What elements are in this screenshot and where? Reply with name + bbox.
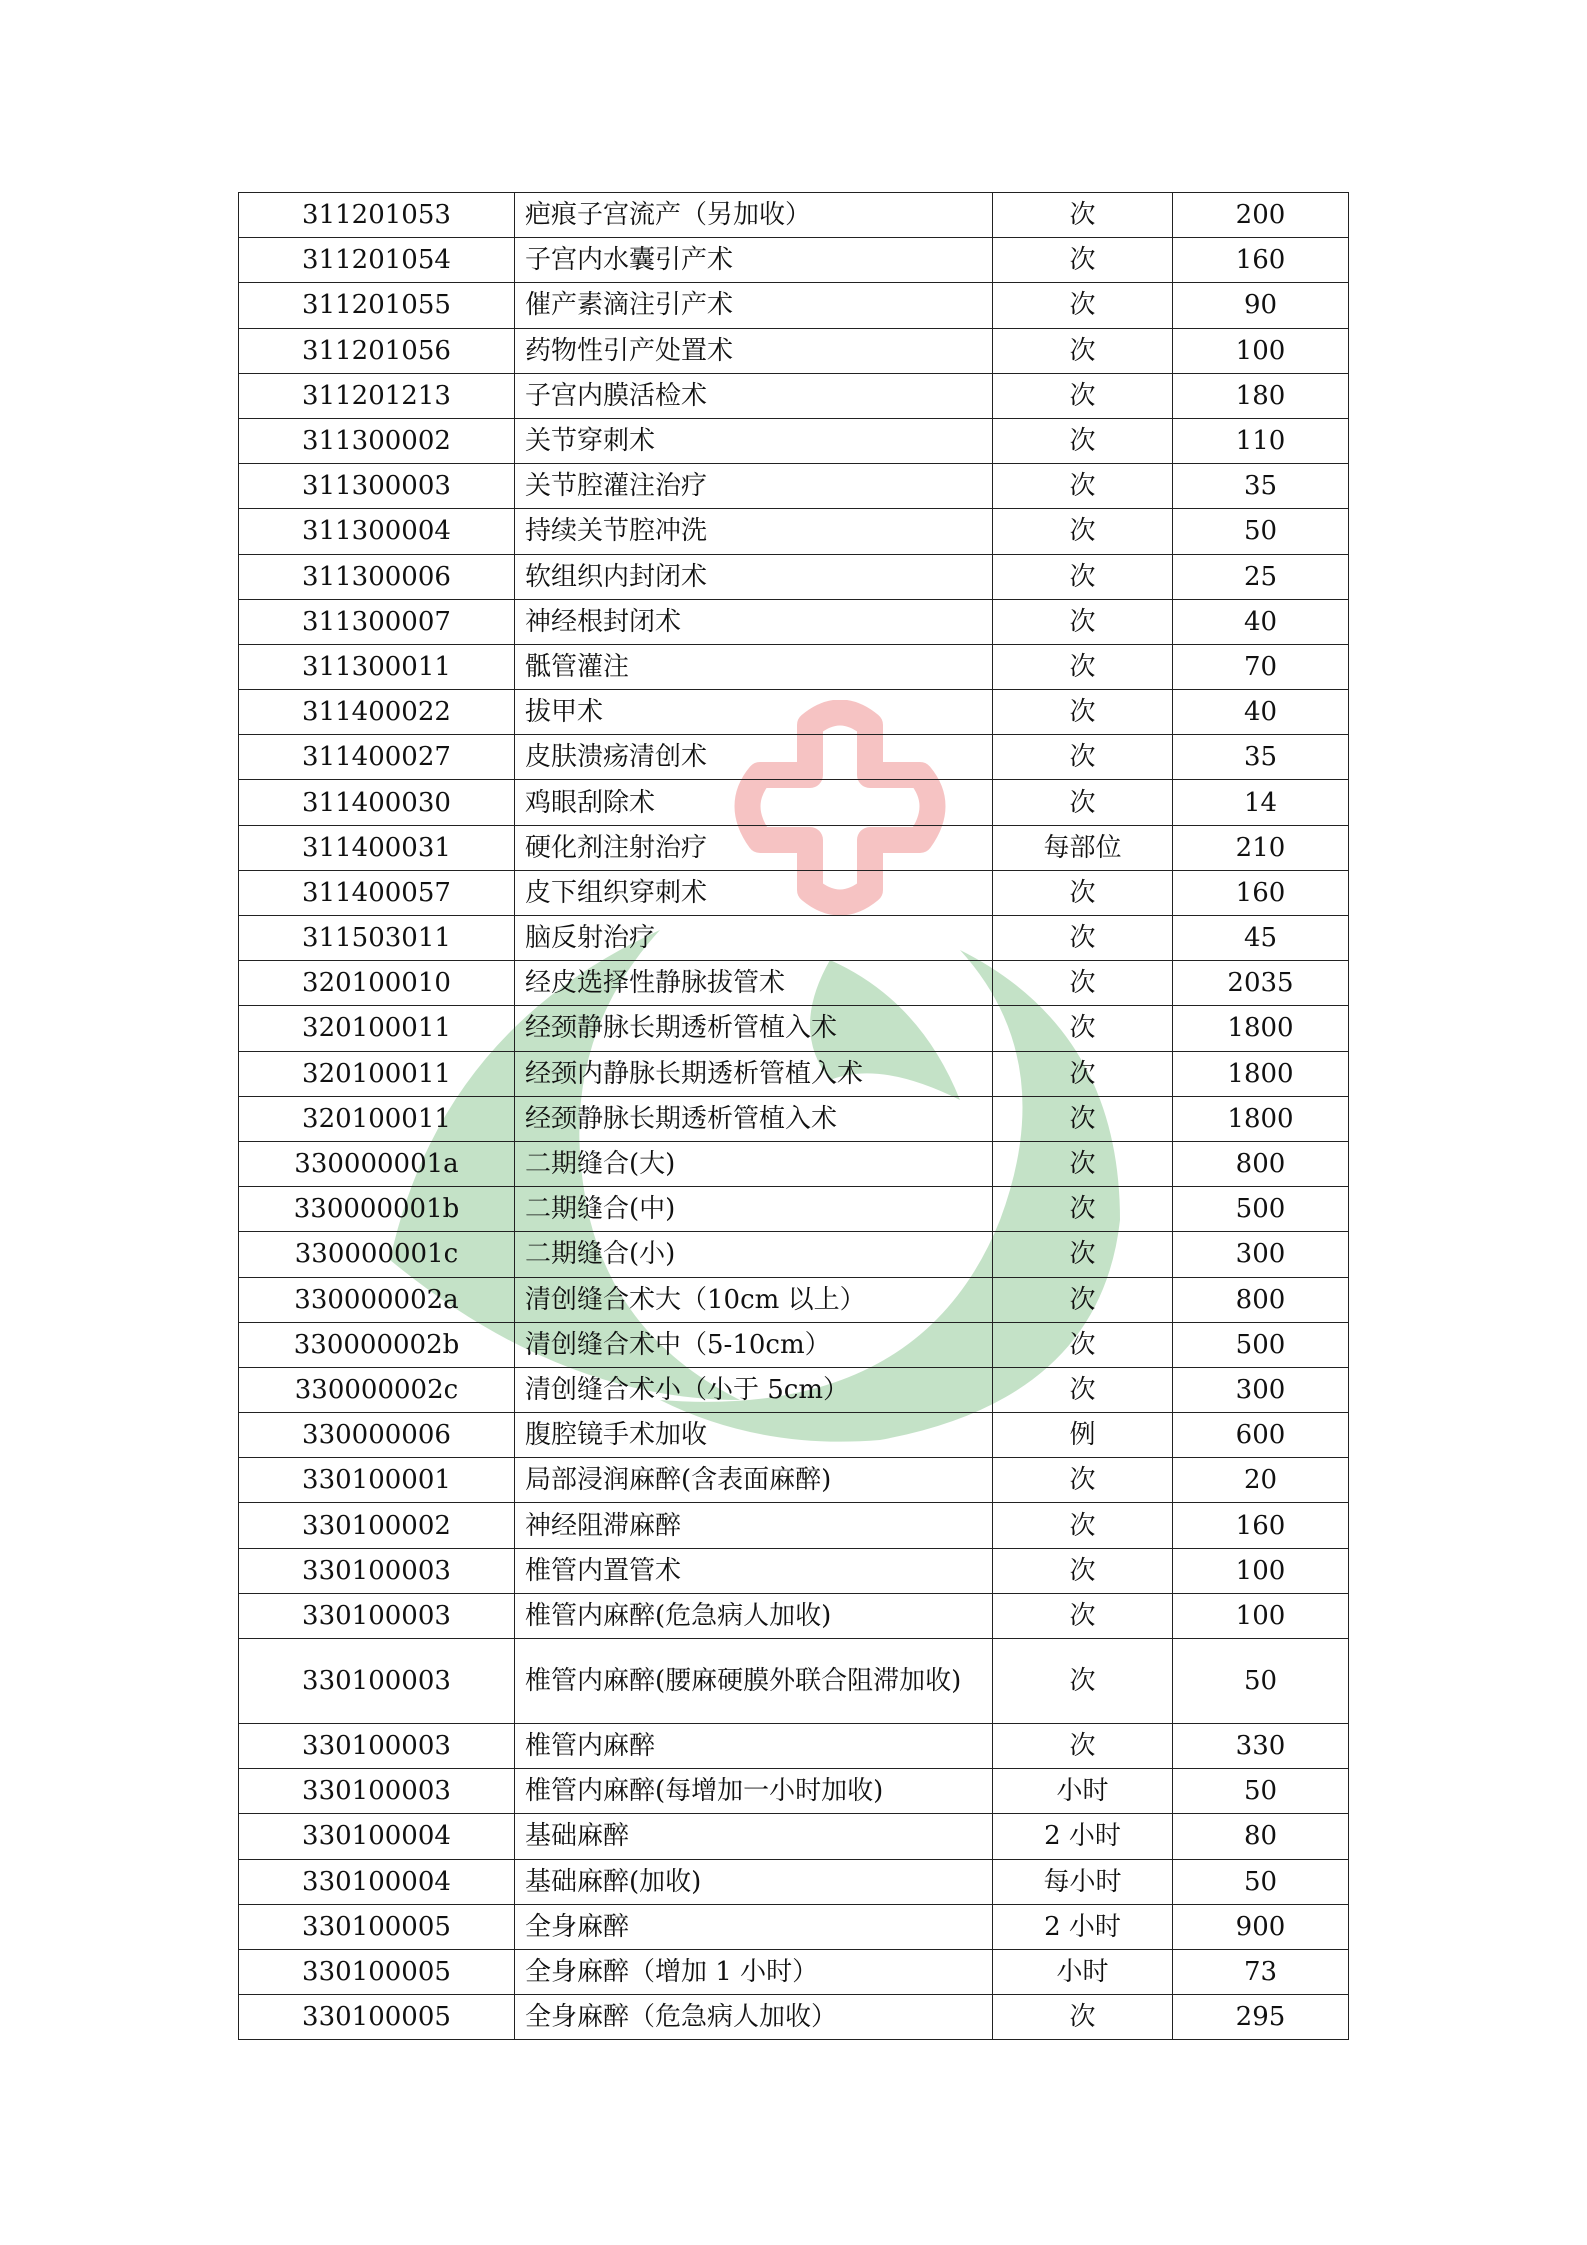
item-name-cell: 骶管灌注 (515, 644, 993, 689)
item-name-cell: 清创缝合术中（5-10cm） (515, 1322, 993, 1367)
price-cell: 35 (1173, 464, 1349, 509)
item-name-cell: 疤痕子宫流产（另加收） (515, 193, 993, 238)
item-name-cell: 经颈静脉长期透析管植入术 (515, 1006, 993, 1051)
fee-schedule-table (238, 192, 1349, 2040)
item-name-cell: 椎管内麻醉(危急病人加收) (515, 1593, 993, 1638)
price-cell: 500 (1173, 1187, 1349, 1232)
table-row (239, 1232, 1349, 1277)
table-row (239, 1769, 1349, 1814)
item-code-cell: 311300002 (239, 418, 515, 463)
price-cell: 600 (1173, 1413, 1349, 1458)
price-cell: 100 (1173, 1593, 1349, 1638)
price-cell: 180 (1173, 373, 1349, 418)
unit-cell: 次 (993, 1051, 1173, 1096)
item-name-cell: 二期缝合(中) (515, 1187, 993, 1232)
table-row (239, 1724, 1349, 1769)
table-row (239, 373, 1349, 418)
table-row (239, 554, 1349, 599)
unit-cell: 次 (993, 961, 1173, 1006)
price-cell: 160 (1173, 238, 1349, 283)
price-cell: 160 (1173, 1503, 1349, 1548)
unit-cell: 次 (993, 328, 1173, 373)
price-cell: 40 (1173, 599, 1349, 644)
table-row (239, 1096, 1349, 1141)
item-name-cell: 神经阻滞麻醉 (515, 1503, 993, 1548)
unit-cell: 次 (993, 916, 1173, 961)
item-code-cell: 330100003 (239, 1548, 515, 1593)
unit-cell: 次 (993, 780, 1173, 825)
unit-cell: 次 (993, 1006, 1173, 1051)
table-row (239, 690, 1349, 735)
unit-cell: 2 小时 (993, 1904, 1173, 1949)
price-cell: 295 (1173, 1995, 1349, 2040)
item-code-cell: 330000001c (239, 1232, 515, 1277)
item-code-cell: 320100011 (239, 1006, 515, 1051)
unit-cell: 次 (993, 1141, 1173, 1186)
price-cell: 800 (1173, 1277, 1349, 1322)
item-code-cell: 330100005 (239, 1904, 515, 1949)
item-name-cell: 椎管内麻醉(每增加一小时加收) (515, 1769, 993, 1814)
item-code-cell: 330000006 (239, 1413, 515, 1458)
table-row (239, 1548, 1349, 1593)
item-name-cell: 神经根封闭术 (515, 599, 993, 644)
price-cell: 45 (1173, 916, 1349, 961)
table-row (239, 193, 1349, 238)
unit-cell: 小时 (993, 1949, 1173, 1994)
item-name-cell: 椎管内麻醉(腰麻硬膜外联合阻滞加收) (515, 1639, 993, 1724)
item-code-cell: 330000002b (239, 1322, 515, 1367)
item-code-cell: 330100002 (239, 1503, 515, 1548)
price-cell: 40 (1173, 690, 1349, 735)
unit-cell: 次 (993, 554, 1173, 599)
item-name-cell: 催产素滴注引产术 (515, 283, 993, 328)
price-cell: 1800 (1173, 1006, 1349, 1051)
item-name-cell: 药物性引产处置术 (515, 328, 993, 373)
price-cell: 110 (1173, 418, 1349, 463)
table-row (239, 464, 1349, 509)
price-cell: 800 (1173, 1141, 1349, 1186)
unit-cell: 小时 (993, 1769, 1173, 1814)
price-cell: 50 (1173, 509, 1349, 554)
table-row (239, 1995, 1349, 2040)
unit-cell: 次 (993, 1724, 1173, 1769)
item-code-cell: 311201053 (239, 193, 515, 238)
unit-cell: 次 (993, 1322, 1173, 1367)
unit-cell: 次 (993, 644, 1173, 689)
price-cell: 50 (1173, 1859, 1349, 1904)
item-code-cell: 311300003 (239, 464, 515, 509)
item-code-cell: 311201056 (239, 328, 515, 373)
item-code-cell: 311400030 (239, 780, 515, 825)
unit-cell: 例 (993, 1413, 1173, 1458)
table-row (239, 1277, 1349, 1322)
price-cell: 100 (1173, 1548, 1349, 1593)
table-row (239, 644, 1349, 689)
item-code-cell: 311300006 (239, 554, 515, 599)
item-code-cell: 330000002c (239, 1367, 515, 1412)
item-name-cell: 拔甲术 (515, 690, 993, 735)
price-cell: 50 (1173, 1639, 1349, 1724)
item-code-cell: 330100004 (239, 1814, 515, 1859)
unit-cell: 次 (993, 1187, 1173, 1232)
table-row (239, 1141, 1349, 1186)
item-name-cell: 皮肤溃疡清创术 (515, 735, 993, 780)
table-row (239, 1051, 1349, 1096)
price-cell: 1800 (1173, 1096, 1349, 1141)
item-name-cell: 全身麻醉（危急病人加收） (515, 1995, 993, 2040)
table-row (239, 238, 1349, 283)
price-cell: 100 (1173, 328, 1349, 373)
unit-cell: 次 (993, 1232, 1173, 1277)
price-cell: 2035 (1173, 961, 1349, 1006)
item-name-cell: 清创缝合术大（10cm 以上） (515, 1277, 993, 1322)
unit-cell: 2 小时 (993, 1814, 1173, 1859)
unit-cell: 每部位 (993, 825, 1173, 870)
price-cell: 80 (1173, 1814, 1349, 1859)
item-code-cell: 311201055 (239, 283, 515, 328)
unit-cell: 次 (993, 1995, 1173, 2040)
price-cell: 1800 (1173, 1051, 1349, 1096)
unit-cell: 次 (993, 193, 1173, 238)
table-row (239, 1814, 1349, 1859)
unit-cell: 次 (993, 1593, 1173, 1638)
price-cell: 20 (1173, 1458, 1349, 1503)
item-code-cell: 330100005 (239, 1995, 515, 2040)
unit-cell: 次 (993, 509, 1173, 554)
item-name-cell: 持续关节腔冲洗 (515, 509, 993, 554)
table-row (239, 916, 1349, 961)
table-row (239, 825, 1349, 870)
item-code-cell: 330100005 (239, 1949, 515, 1994)
item-code-cell: 311201054 (239, 238, 515, 283)
unit-cell: 次 (993, 690, 1173, 735)
fee-table-body (239, 193, 1349, 2040)
table-row (239, 509, 1349, 554)
item-name-cell: 关节腔灌注治疗 (515, 464, 993, 509)
price-cell: 90 (1173, 283, 1349, 328)
item-code-cell: 311400031 (239, 825, 515, 870)
item-name-cell: 基础麻醉 (515, 1814, 993, 1859)
table-row (239, 1006, 1349, 1051)
table-row (239, 418, 1349, 463)
price-cell: 14 (1173, 780, 1349, 825)
item-code-cell: 311300004 (239, 509, 515, 554)
unit-cell: 次 (993, 1096, 1173, 1141)
unit-cell: 次 (993, 418, 1173, 463)
item-name-cell: 子宫内膜活检术 (515, 373, 993, 418)
price-cell: 900 (1173, 1904, 1349, 1949)
table-row (239, 1367, 1349, 1412)
price-cell: 210 (1173, 825, 1349, 870)
item-name-cell: 二期缝合(大) (515, 1141, 993, 1186)
table-row (239, 1187, 1349, 1232)
unit-cell: 次 (993, 1277, 1173, 1322)
table-row (239, 1639, 1349, 1724)
item-name-cell: 经颈内静脉长期透析管植入术 (515, 1051, 993, 1096)
table-row (239, 599, 1349, 644)
item-code-cell: 311400022 (239, 690, 515, 735)
item-name-cell: 硬化剂注射治疗 (515, 825, 993, 870)
item-code-cell: 330100003 (239, 1639, 515, 1724)
table-row (239, 1413, 1349, 1458)
price-cell: 300 (1173, 1367, 1349, 1412)
unit-cell: 每小时 (993, 1859, 1173, 1904)
item-code-cell: 330100003 (239, 1769, 515, 1814)
table-row (239, 1949, 1349, 1994)
item-code-cell: 311400027 (239, 735, 515, 780)
price-cell: 50 (1173, 1769, 1349, 1814)
unit-cell: 次 (993, 1458, 1173, 1503)
price-cell: 160 (1173, 870, 1349, 915)
unit-cell: 次 (993, 735, 1173, 780)
item-code-cell: 311300007 (239, 599, 515, 644)
item-code-cell: 311400057 (239, 870, 515, 915)
item-name-cell: 子宫内水囊引产术 (515, 238, 993, 283)
item-name-cell: 椎管内麻醉 (515, 1724, 993, 1769)
price-cell: 330 (1173, 1724, 1349, 1769)
item-code-cell: 330000002a (239, 1277, 515, 1322)
unit-cell: 次 (993, 1367, 1173, 1412)
item-name-cell: 基础麻醉(加收) (515, 1859, 993, 1904)
item-code-cell: 320100011 (239, 1096, 515, 1141)
item-code-cell: 330100001 (239, 1458, 515, 1503)
item-code-cell: 330100003 (239, 1724, 515, 1769)
price-cell: 500 (1173, 1322, 1349, 1367)
table-row (239, 1458, 1349, 1503)
unit-cell: 次 (993, 283, 1173, 328)
item-code-cell: 320100011 (239, 1051, 515, 1096)
table-row (239, 328, 1349, 373)
item-code-cell: 311503011 (239, 916, 515, 961)
table-row (239, 1904, 1349, 1949)
item-name-cell: 脑反射治疗 (515, 916, 993, 961)
unit-cell: 次 (993, 870, 1173, 915)
table-row (239, 1593, 1349, 1638)
item-name-cell: 二期缝合(小) (515, 1232, 993, 1277)
item-name-cell: 经皮选择性静脉拔管术 (515, 961, 993, 1006)
item-name-cell: 全身麻醉（增加 1 小时） (515, 1949, 993, 1994)
table-row (239, 780, 1349, 825)
table-row (239, 735, 1349, 780)
item-code-cell: 330000001b (239, 1187, 515, 1232)
item-code-cell: 311201213 (239, 373, 515, 418)
item-code-cell: 311300011 (239, 644, 515, 689)
table-row (239, 1503, 1349, 1548)
price-cell: 35 (1173, 735, 1349, 780)
item-code-cell: 330100003 (239, 1593, 515, 1638)
item-name-cell: 软组织内封闭术 (515, 554, 993, 599)
item-code-cell: 330000001a (239, 1141, 515, 1186)
item-name-cell: 椎管内置管术 (515, 1548, 993, 1593)
table-row (239, 1322, 1349, 1367)
item-name-cell: 腹腔镜手术加收 (515, 1413, 993, 1458)
item-name-cell: 经颈静脉长期透析管植入术 (515, 1096, 993, 1141)
item-name-cell: 全身麻醉 (515, 1904, 993, 1949)
unit-cell: 次 (993, 373, 1173, 418)
item-name-cell: 局部浸润麻醉(含表面麻醉) (515, 1458, 993, 1503)
price-cell: 73 (1173, 1949, 1349, 1994)
unit-cell: 次 (993, 1548, 1173, 1593)
table-row (239, 870, 1349, 915)
table-row (239, 961, 1349, 1006)
item-name-cell: 清创缝合术小（小于 5cm） (515, 1367, 993, 1412)
item-name-cell: 鸡眼刮除术 (515, 780, 993, 825)
price-cell: 200 (1173, 193, 1349, 238)
unit-cell: 次 (993, 238, 1173, 283)
table-row (239, 283, 1349, 328)
unit-cell: 次 (993, 464, 1173, 509)
item-code-cell: 330100004 (239, 1859, 515, 1904)
item-name-cell: 皮下组织穿刺术 (515, 870, 993, 915)
unit-cell: 次 (993, 1639, 1173, 1724)
unit-cell: 次 (993, 1503, 1173, 1548)
item-code-cell: 320100010 (239, 961, 515, 1006)
table-row (239, 1859, 1349, 1904)
price-cell: 300 (1173, 1232, 1349, 1277)
price-cell: 70 (1173, 644, 1349, 689)
price-cell: 25 (1173, 554, 1349, 599)
item-name-cell: 关节穿刺术 (515, 418, 993, 463)
unit-cell: 次 (993, 599, 1173, 644)
